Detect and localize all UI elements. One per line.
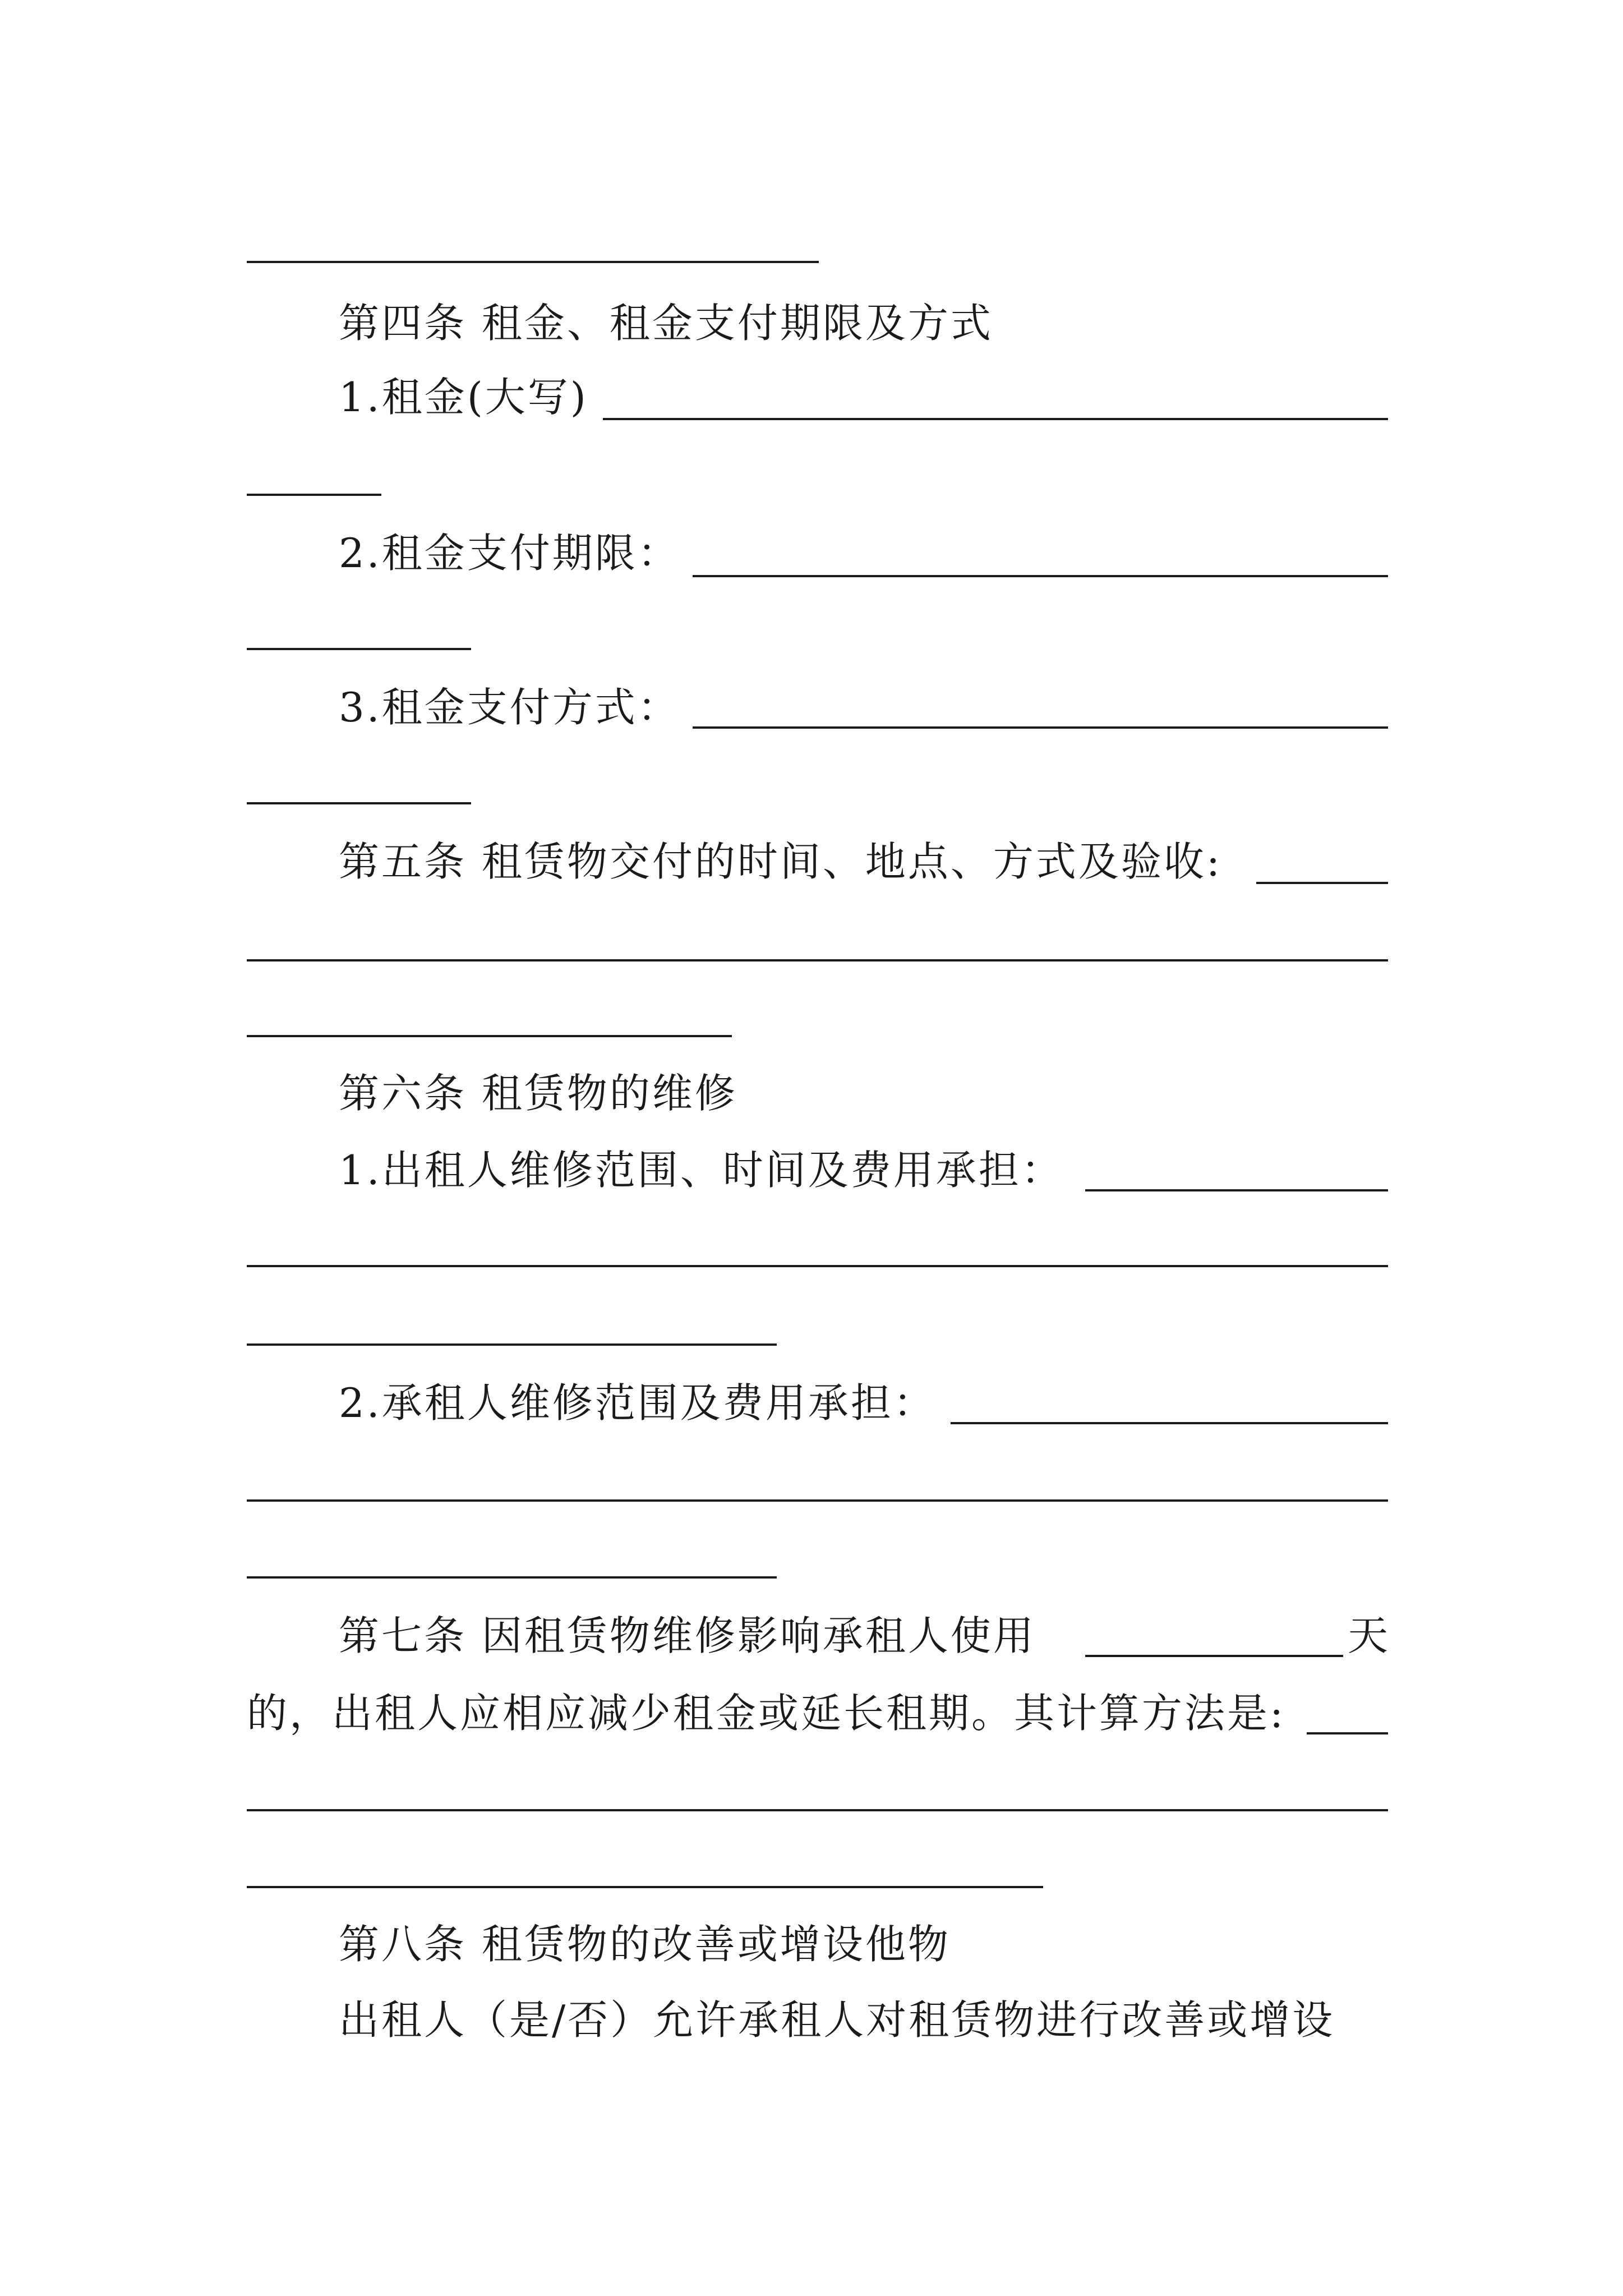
art4-payment-term-label: 2.租金支付期限： (339, 530, 680, 577)
delivery-blank-3[interactable] (247, 1035, 732, 1037)
payment-term-blank-cont[interactable] (247, 648, 471, 650)
calc-method-blank-3[interactable] (247, 1886, 1043, 1888)
lessor-repair-blank-3[interactable] (247, 1343, 777, 1346)
repair-days-blank[interactable] (1085, 1655, 1343, 1657)
article-7-line1: 第七条 因租赁物维修影响承租人使用 (339, 1612, 1036, 1659)
calc-method-blank[interactable] (1307, 1732, 1388, 1734)
rent-amount-blank[interactable] (603, 418, 1388, 420)
payment-method-blank[interactable] (693, 726, 1388, 729)
lessee-repair-blank[interactable] (951, 1422, 1388, 1424)
article-4-title: 第四条 租金、租金支付期限及方式 (339, 300, 993, 347)
art6-lessor-repair-label: 1.出租人维修范围、时间及费用承担： (339, 1147, 1064, 1194)
lessee-repair-blank-2[interactable] (247, 1499, 1388, 1502)
art4-rent-label: 1.租金(大写) (339, 374, 588, 421)
art4-payment-method-label: 3.租金支付方式： (339, 684, 680, 731)
blank-line[interactable] (247, 261, 819, 263)
lessor-repair-blank[interactable] (1085, 1189, 1388, 1191)
article-6-title: 第六条 租赁物的维修 (339, 1070, 737, 1117)
payment-method-blank-cont[interactable] (247, 802, 471, 804)
article-5-title: 第五条 租赁物交付的时间、地点、方式及验收: (339, 838, 1223, 885)
delivery-blank-2[interactable] (247, 959, 1388, 961)
lessor-repair-blank-2[interactable] (247, 1265, 1388, 1267)
article-8-line1: 出租人（是/否）允许承租人对租赁物进行改善或增设 (339, 1996, 1335, 2044)
rent-amount-blank-cont[interactable] (247, 494, 381, 496)
lessee-repair-blank-3[interactable] (247, 1576, 777, 1579)
article-7-line2: 的，出租人应相应减少租金或延长租期。其计算方法是: (247, 1690, 1286, 1737)
article-7-days-unit: 天 (1348, 1612, 1391, 1659)
delivery-blank[interactable] (1256, 882, 1388, 884)
payment-term-blank[interactable] (693, 575, 1388, 577)
art6-lessee-repair-label: 2.承租人维修范围及费用承担： (339, 1379, 936, 1427)
calc-method-blank-2[interactable] (247, 1809, 1388, 1811)
article-8-title: 第八条 租赁物的改善或增设他物 (339, 1921, 951, 1968)
